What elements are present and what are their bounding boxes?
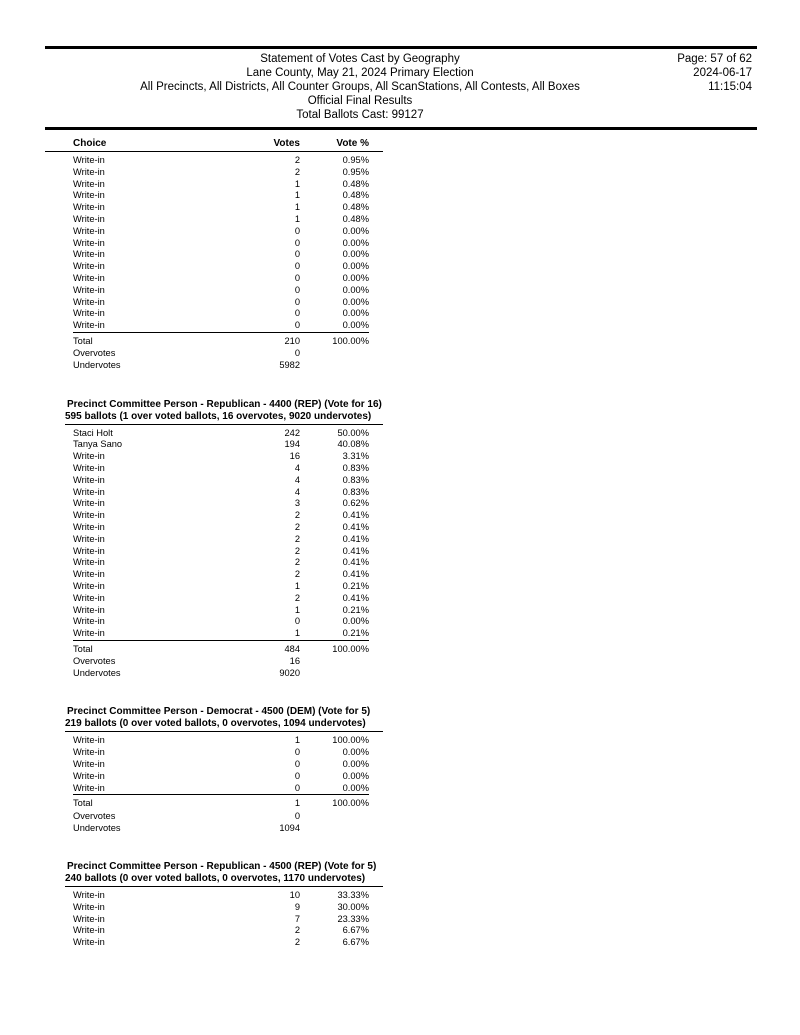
result-row <box>45 890 383 902</box>
spacer <box>45 320 73 332</box>
result-row <box>45 735 383 747</box>
vote-count: 9020 <box>279 668 300 679</box>
spacer <box>45 347 73 359</box>
choice-name: Write-in <box>73 474 105 485</box>
vote-percent: 0.48% <box>342 202 369 213</box>
choice-name: Write-in <box>73 604 105 615</box>
choice-name: Write-in <box>73 202 105 213</box>
choice-name: Write-in <box>73 580 105 591</box>
result-rows <box>45 425 383 640</box>
vote-count: 0 <box>294 782 300 793</box>
page-number: Page: 57 of 62 <box>677 53 752 65</box>
spacer <box>45 810 73 822</box>
vote-count: 2 <box>294 166 300 177</box>
vote-count: 2 <box>294 925 300 936</box>
spacer <box>45 902 73 914</box>
choice-name: Write-in <box>73 521 105 532</box>
spacer <box>45 475 73 487</box>
undervotes-label: Undervotes <box>73 822 121 833</box>
result-row <box>45 581 383 593</box>
spacer <box>45 522 73 534</box>
vote-percent: 0.00% <box>342 782 369 793</box>
spacer <box>45 735 73 747</box>
choice-name: Write-in <box>73 261 105 272</box>
result-row <box>45 155 383 167</box>
vote-count: 2 <box>294 592 300 603</box>
vote-percent: 0.41% <box>342 521 369 532</box>
vote-count: 0 <box>294 237 300 248</box>
vote-percent: 0.00% <box>342 284 369 295</box>
spacer <box>45 273 73 285</box>
vote-percent: 40.08% <box>337 439 369 450</box>
spacer <box>45 179 73 191</box>
spacer <box>45 797 73 809</box>
result-row <box>45 273 383 285</box>
vote-percent <box>300 655 383 667</box>
choice-name: Write-in <box>73 557 105 568</box>
vote-percent: 0.41% <box>342 569 369 580</box>
spacer <box>45 261 73 273</box>
choice-name: Write-in <box>73 901 105 912</box>
vote-percent: 30.00% <box>337 901 369 912</box>
vote-count: 9 <box>294 901 300 912</box>
spacer <box>45 202 73 214</box>
result-row <box>45 487 383 499</box>
choice-name: Write-in <box>73 545 105 556</box>
result-row <box>45 569 383 581</box>
vote-percent: 0.41% <box>342 592 369 603</box>
result-row <box>45 616 383 628</box>
vote-percent <box>300 667 383 679</box>
result-row <box>45 451 383 463</box>
vote-count: 10 <box>289 890 300 900</box>
result-rows <box>45 152 383 332</box>
vote-percent: 0.00% <box>342 616 369 627</box>
undervotes-row <box>45 822 383 834</box>
result-row <box>45 249 383 261</box>
vote-count: 2 <box>294 937 300 948</box>
vote-count: 3 <box>294 498 300 509</box>
choice-name: Write-in <box>73 284 105 295</box>
report-scope: All Precincts, All Districts, All Counter Groups, All ScanStations, All Contests, All Boxes <box>140 80 580 93</box>
vote-percent: 0.00% <box>342 273 369 283</box>
vote-percent: 0.00% <box>342 770 369 781</box>
result-row <box>45 202 383 214</box>
vote-percent: 0.95% <box>342 166 369 177</box>
contest-subtitle: 219 ballots (0 over voted ballots, 0 overvotes, 1094 undervotes) <box>65 718 383 732</box>
spacer <box>45 616 73 628</box>
choice-name: Write-in <box>73 486 105 497</box>
choice-name: Write-in <box>73 913 105 924</box>
result-row <box>45 498 383 510</box>
total-label: Total <box>73 643 93 654</box>
vote-count: 1 <box>294 628 300 639</box>
result-row <box>45 463 383 475</box>
vote-count: 4 <box>294 462 300 473</box>
choice-name: Write-in <box>73 890 105 900</box>
vote-count: 2 <box>294 545 300 556</box>
group-underline <box>73 794 369 795</box>
choice-name: Write-in <box>73 273 105 283</box>
vote-percent: 50.00% <box>337 427 369 438</box>
spacer <box>45 335 73 347</box>
vote-count: 0 <box>294 759 300 770</box>
choice-name: Write-in <box>73 735 105 746</box>
choice-name: Write-in <box>73 510 105 521</box>
choice-name: Write-in <box>73 747 105 758</box>
spacer <box>45 439 73 451</box>
total-row <box>45 335 383 347</box>
vote-count: 2 <box>294 569 300 580</box>
spacer <box>45 569 73 581</box>
result-row <box>45 925 383 937</box>
result-row <box>45 308 383 320</box>
undervotes-label: Undervotes <box>73 668 121 679</box>
vote-count: 2 <box>294 557 300 568</box>
spacer <box>45 581 73 593</box>
result-rows <box>45 887 383 949</box>
vote-percent: 3.31% <box>342 451 369 462</box>
vote-count: 242 <box>284 427 300 438</box>
spacer <box>45 593 73 605</box>
vote-percent: 0.83% <box>342 486 369 497</box>
vote-percent: 0.41% <box>342 533 369 544</box>
vote-count: 1094 <box>279 822 300 833</box>
vote-count: 4 <box>294 474 300 485</box>
group-underline <box>73 640 369 641</box>
vote-percent: 0.41% <box>342 510 369 521</box>
contest-subtitle: 240 ballots (0 over voted ballots, 0 overvotes, 1170 undervotes) <box>65 873 383 887</box>
result-row <box>45 771 383 783</box>
vote-count: 1 <box>294 735 300 746</box>
choice-name: Write-in <box>73 308 105 319</box>
vote-percent: 0.00% <box>342 747 369 758</box>
choice-name: Write-in <box>73 628 105 639</box>
spacer <box>45 937 73 949</box>
spacer <box>45 428 73 440</box>
report-time: 11:15:04 <box>708 80 752 93</box>
overvotes-row <box>45 810 383 822</box>
result-row <box>45 190 383 202</box>
vote-count: 0 <box>294 616 300 627</box>
vote-percent: 0.00% <box>342 759 369 770</box>
choice-name: Write-in <box>73 925 105 936</box>
choice-name: Write-in <box>73 320 105 331</box>
result-row <box>45 605 383 617</box>
vote-count: 0 <box>294 284 300 295</box>
vote-count: 194 <box>284 439 300 450</box>
vote-percent: 0.21% <box>342 580 369 591</box>
vote-percent: 100.00% <box>332 735 369 746</box>
choice-name: Write-in <box>73 533 105 544</box>
choice-name: Write-in <box>73 770 105 781</box>
spacer <box>45 643 73 655</box>
overvotes-label: Overvotes <box>73 656 116 667</box>
spacer <box>45 297 73 309</box>
spacer <box>45 822 73 834</box>
result-row <box>45 179 383 191</box>
vote-percent: 0.00% <box>342 296 369 307</box>
spacer <box>45 308 73 320</box>
vote-percent: 0.00% <box>342 249 369 260</box>
column-header-vote-pct: Vote % <box>336 138 369 150</box>
report-date: 2024-06-17 <box>693 66 752 79</box>
spacer <box>45 628 73 640</box>
result-row <box>45 628 383 640</box>
spacer <box>45 238 73 250</box>
vote-percent: 100.00% <box>332 798 369 809</box>
spacer <box>45 463 73 475</box>
choice-name: Write-in <box>73 592 105 603</box>
vote-count: 0 <box>294 320 300 331</box>
choice-name: Write-in <box>73 225 105 236</box>
spacer <box>45 190 73 202</box>
spacer <box>45 487 73 499</box>
vote-count: 0 <box>294 348 300 359</box>
spacer <box>45 655 73 667</box>
result-row <box>45 261 383 273</box>
vote-percent: 23.33% <box>337 913 369 924</box>
choice-name: Write-in <box>73 616 105 627</box>
spacer <box>45 667 73 679</box>
vote-count: 0 <box>294 225 300 236</box>
result-row <box>45 475 383 487</box>
total-ballots-cast: Total Ballots Cast: 99127 <box>296 108 424 121</box>
spacer <box>45 605 73 617</box>
vote-percent: 0.00% <box>342 308 369 319</box>
vote-percent: 33.33% <box>337 890 369 900</box>
vote-count: 1 <box>294 214 300 225</box>
results-table <box>45 130 383 949</box>
spacer <box>45 167 73 179</box>
spacer <box>45 285 73 297</box>
vote-count: 0 <box>294 273 300 283</box>
vote-percent: 0.95% <box>342 155 369 166</box>
choice-name: Write-in <box>73 569 105 580</box>
vote-count: 210 <box>284 335 300 346</box>
result-row <box>45 226 383 238</box>
vote-count: 1 <box>294 798 300 809</box>
vote-count: 0 <box>294 249 300 260</box>
result-row <box>45 593 383 605</box>
spacer <box>45 890 73 902</box>
report-header-meta <box>677 53 752 95</box>
spacer <box>45 249 73 261</box>
result-row <box>45 167 383 179</box>
vote-percent: 0.83% <box>342 474 369 485</box>
report-content <box>45 46 757 949</box>
result-row <box>45 238 383 250</box>
choice-name: Write-in <box>73 462 105 473</box>
vote-count: 0 <box>294 296 300 307</box>
vote-percent <box>300 347 383 359</box>
spacer <box>45 747 73 759</box>
result-rows <box>45 732 383 794</box>
total-label: Total <box>73 335 93 346</box>
report-header <box>45 49 757 127</box>
vote-percent <box>300 359 383 371</box>
contest-subtitle: 595 ballots (1 over voted ballots, 16 overvotes, 9020 undervotes) <box>65 411 383 425</box>
result-row <box>45 439 383 451</box>
vote-count: 5982 <box>279 360 300 371</box>
choice-name: Write-in <box>73 759 105 770</box>
choice-name: Write-in <box>73 451 105 462</box>
column-header-choice: Choice <box>73 138 107 150</box>
vote-percent: 100.00% <box>332 335 369 346</box>
vote-percent: 0.83% <box>342 462 369 473</box>
result-row <box>45 546 383 558</box>
overvotes-label: Overvotes <box>73 348 116 359</box>
result-row <box>45 214 383 226</box>
undervotes-label: Undervotes <box>73 360 121 371</box>
spacer <box>45 546 73 558</box>
report-header-center <box>45 53 675 123</box>
vote-percent: 0.00% <box>342 237 369 248</box>
result-row <box>45 428 383 440</box>
contest-section <box>45 860 383 949</box>
column-header-votes: Votes <box>273 138 300 150</box>
spacer <box>45 214 73 226</box>
vote-percent <box>300 810 383 822</box>
vote-count: 0 <box>294 747 300 758</box>
result-row <box>45 285 383 297</box>
total-row <box>45 797 383 809</box>
contest-section <box>45 398 383 680</box>
result-row <box>45 937 383 949</box>
vote-percent: 0.48% <box>342 190 369 201</box>
overvotes-row <box>45 347 383 359</box>
vote-count: 2 <box>294 521 300 532</box>
vote-count: 16 <box>289 656 300 667</box>
vote-percent: 0.41% <box>342 557 369 568</box>
result-row <box>45 534 383 546</box>
vote-count: 0 <box>294 770 300 781</box>
result-row <box>45 747 383 759</box>
vote-percent: 6.67% <box>342 937 369 948</box>
vote-percent: 0.41% <box>342 545 369 556</box>
table-header-row <box>45 130 383 152</box>
vote-count: 2 <box>294 510 300 521</box>
group-underline <box>73 332 369 333</box>
vote-percent: 0.21% <box>342 628 369 639</box>
result-row <box>45 914 383 926</box>
spacer <box>45 155 73 167</box>
spacer <box>45 914 73 926</box>
choice-name: Write-in <box>73 498 105 509</box>
choice-name: Write-in <box>73 782 105 793</box>
overvotes-label: Overvotes <box>73 810 116 821</box>
choice-name: Write-in <box>73 296 105 307</box>
vote-percent: 0.00% <box>342 320 369 331</box>
choice-name: Write-in <box>73 249 105 260</box>
vote-count: 16 <box>289 451 300 462</box>
contest-section <box>45 705 383 834</box>
result-row <box>45 557 383 569</box>
vote-percent: 0.48% <box>342 178 369 189</box>
vote-count: 1 <box>294 178 300 189</box>
undervotes-row <box>45 667 383 679</box>
vote-count: 0 <box>294 308 300 319</box>
choice-name: Write-in <box>73 190 105 201</box>
contest-section <box>45 152 383 372</box>
undervotes-row <box>45 359 383 371</box>
report-title: Statement of Votes Cast by Geography <box>260 53 460 65</box>
spacer <box>45 498 73 510</box>
spacer <box>45 783 73 795</box>
vote-count: 0 <box>294 810 300 821</box>
result-row <box>45 902 383 914</box>
result-row <box>45 783 383 795</box>
vote-count: 1 <box>294 580 300 591</box>
results-status: Official Final Results <box>307 94 413 107</box>
total-row <box>45 643 383 655</box>
spacer <box>45 925 73 937</box>
vote-percent: 0.00% <box>342 225 369 236</box>
choice-name: Write-in <box>73 155 105 166</box>
result-row <box>45 759 383 771</box>
contest-title: Precinct Committee Person - Republican - 4500 (REP) (Vote for 5) <box>67 861 377 872</box>
choice-name: Staci Holt <box>73 427 113 438</box>
vote-percent: 6.67% <box>342 925 369 936</box>
choice-name: Tanya Sano <box>73 439 123 450</box>
result-row <box>45 522 383 534</box>
contest-sections <box>45 152 383 949</box>
vote-count: 1 <box>294 202 300 213</box>
vote-percent: 0.48% <box>342 214 369 225</box>
result-row <box>45 297 383 309</box>
spacer <box>45 534 73 546</box>
election-name: Lane County, May 21, 2024 Primary Election <box>246 66 474 79</box>
vote-count: 0 <box>294 261 300 272</box>
contest-title: Precinct Committee Person - Democrat - 4500 (DEM) (Vote for 5) <box>67 706 371 718</box>
total-label: Total <box>73 798 93 809</box>
choice-name: Write-in <box>73 937 105 948</box>
vote-count: 2 <box>294 155 300 166</box>
choice-name: Write-in <box>73 178 105 189</box>
vote-percent: 100.00% <box>332 643 369 654</box>
vote-count: 2 <box>294 533 300 544</box>
result-row <box>45 510 383 522</box>
spacer <box>45 557 73 569</box>
overvotes-row <box>45 655 383 667</box>
vote-percent <box>300 822 383 834</box>
vote-percent: 0.62% <box>342 498 369 509</box>
vote-percent: 0.21% <box>342 604 369 615</box>
spacer <box>45 226 73 238</box>
choice-name: Write-in <box>73 214 105 225</box>
spacer <box>45 138 73 149</box>
vote-count: 4 <box>294 486 300 497</box>
vote-count: 1 <box>294 190 300 201</box>
spacer <box>45 451 73 463</box>
choice-name: Write-in <box>73 166 105 177</box>
result-row <box>45 320 383 332</box>
vote-count: 484 <box>284 643 300 654</box>
spacer <box>45 510 73 522</box>
vote-percent: 0.00% <box>342 261 369 272</box>
spacer <box>45 771 73 783</box>
contest-title: Precinct Committee Person - Republican - 4400 (REP) (Vote for 16) <box>67 398 382 410</box>
vote-count: 1 <box>294 604 300 615</box>
spacer <box>45 759 73 771</box>
vote-count: 7 <box>294 913 300 924</box>
choice-name: Write-in <box>73 237 105 248</box>
spacer <box>45 359 73 371</box>
